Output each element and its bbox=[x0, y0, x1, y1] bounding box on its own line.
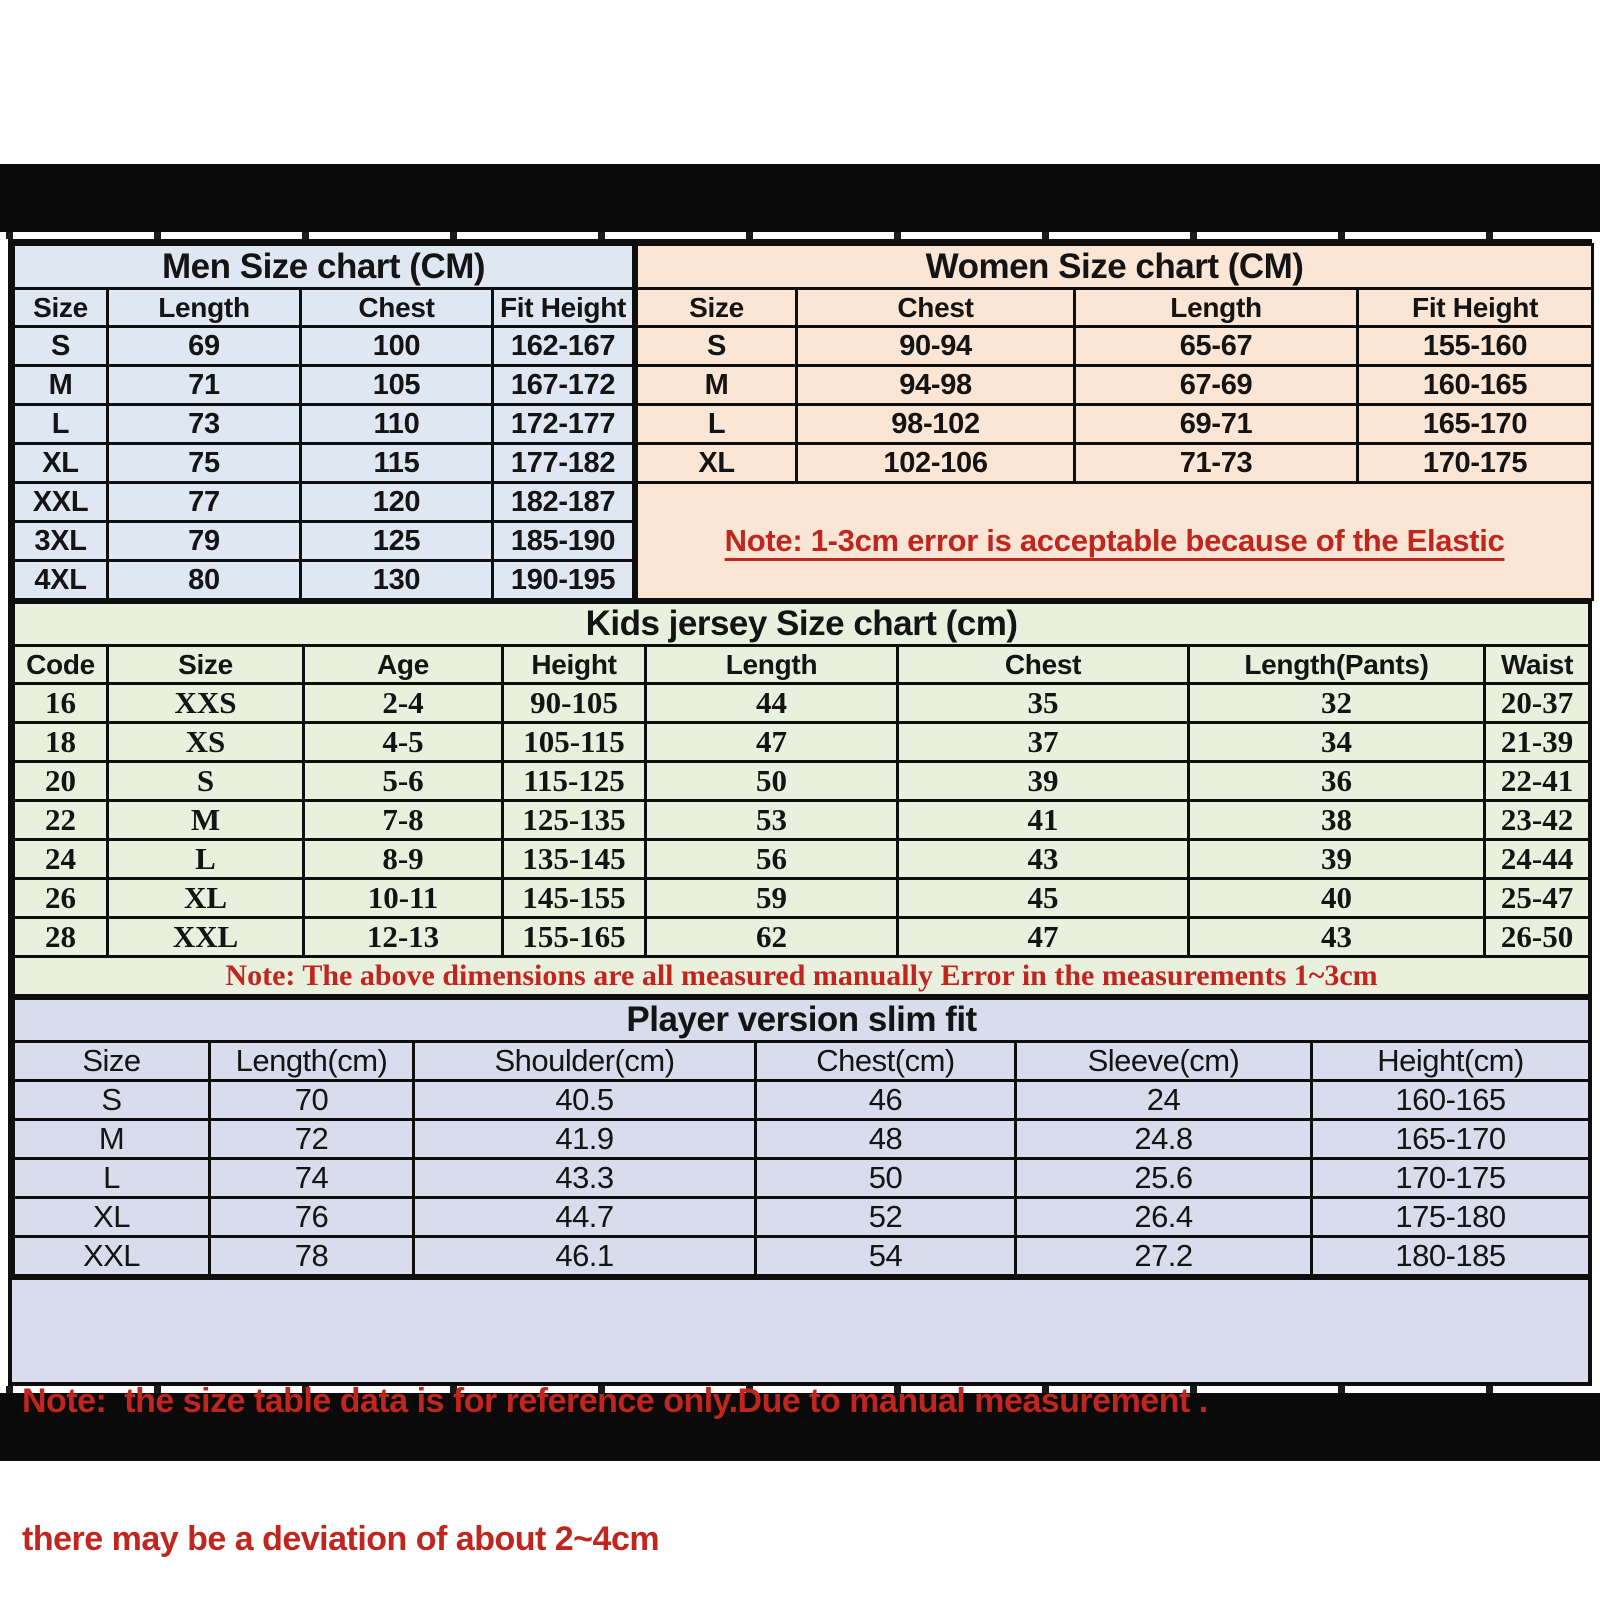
men-cell: 73 bbox=[108, 405, 301, 444]
player-cell: 76 bbox=[210, 1198, 414, 1237]
men-cell: 177-182 bbox=[493, 444, 634, 483]
kids-cell: 28 bbox=[14, 918, 108, 957]
men-cell: 185-190 bbox=[493, 522, 634, 561]
top-tick-strip bbox=[6, 232, 1594, 239]
player-header-row bbox=[14, 1042, 1590, 1081]
women-column-header: Fit Height bbox=[1358, 289, 1593, 327]
player-cell: 170-175 bbox=[1312, 1159, 1590, 1198]
player-cell: 46.1 bbox=[414, 1237, 756, 1276]
kids-column-header: Chest bbox=[898, 646, 1189, 684]
player-cell: 40.5 bbox=[414, 1081, 756, 1120]
player-cell: 24.8 bbox=[1016, 1120, 1312, 1159]
women-cell: 90-94 bbox=[797, 327, 1075, 366]
kids-cell: 59 bbox=[646, 879, 898, 918]
player-column-header: Height(cm) bbox=[1312, 1042, 1590, 1081]
kids-cell: 2-4 bbox=[304, 684, 503, 723]
kids-column-header: Length bbox=[646, 646, 898, 684]
kids-cell: 115-125 bbox=[503, 762, 646, 801]
men-table-row bbox=[14, 483, 634, 522]
kids-cell: 16 bbox=[14, 684, 108, 723]
men-cell: M bbox=[14, 366, 108, 405]
kids-cell: 40 bbox=[1189, 879, 1485, 918]
player-cell: 72 bbox=[210, 1120, 414, 1159]
men-table-row bbox=[14, 444, 634, 483]
men-cell: 110 bbox=[301, 405, 493, 444]
kids-cell: 24-44 bbox=[1485, 840, 1590, 879]
player-column-header: Chest(cm) bbox=[756, 1042, 1016, 1081]
player-cell: 41.9 bbox=[414, 1120, 756, 1159]
kids-cell: 135-145 bbox=[503, 840, 646, 879]
women-table-row bbox=[637, 366, 1593, 405]
kids-cell: M bbox=[108, 801, 304, 840]
men-cell: S bbox=[14, 327, 108, 366]
kids-cell: 12-13 bbox=[304, 918, 503, 957]
player-table-row bbox=[14, 1237, 1590, 1276]
footer-note-line1: Note: the size table data is for reference only.Due to manual measurement . bbox=[22, 1382, 1208, 1420]
kids-cell: 41 bbox=[898, 801, 1189, 840]
kids-table-title: Kids jersey Size chart (cm) bbox=[14, 603, 1590, 646]
women-cell: L bbox=[637, 405, 797, 444]
kids-measurement-note: Note: The above dimensions are all measured manually Error in the measurements 1~3cm bbox=[14, 957, 1590, 996]
kids-cell: 62 bbox=[646, 918, 898, 957]
player-table-title: Player version slim fit bbox=[14, 999, 1590, 1042]
men-cell: XXL bbox=[14, 483, 108, 522]
women-table-row bbox=[637, 327, 1593, 366]
footer-note-line2: there may be a deviation of about 2~4cm bbox=[22, 1520, 660, 1558]
kids-cell: 36 bbox=[1189, 762, 1485, 801]
kids-table-row bbox=[14, 723, 1590, 762]
men-cell: 182-187 bbox=[493, 483, 634, 522]
player-column-header: Shoulder(cm) bbox=[414, 1042, 756, 1081]
kids-cell: 26 bbox=[14, 879, 108, 918]
kids-table-row bbox=[14, 684, 1590, 723]
kids-table-row bbox=[14, 801, 1590, 840]
kids-column-header: Code bbox=[14, 646, 108, 684]
men-cell: 100 bbox=[301, 327, 493, 366]
kids-cell: 34 bbox=[1189, 723, 1485, 762]
kids-table-row bbox=[14, 918, 1590, 957]
men-cell: 69 bbox=[108, 327, 301, 366]
player-table-row bbox=[14, 1159, 1590, 1198]
kids-cell: 21-39 bbox=[1485, 723, 1590, 762]
player-cell: 43.3 bbox=[414, 1159, 756, 1198]
kids-column-header: Size bbox=[108, 646, 304, 684]
kids-cell: 145-155 bbox=[503, 879, 646, 918]
men-column-header: Fit Height bbox=[493, 289, 634, 327]
women-column-header: Size bbox=[637, 289, 797, 327]
kids-cell: 20-37 bbox=[1485, 684, 1590, 723]
men-table-title: Men Size chart (CM) bbox=[14, 245, 634, 289]
player-cell: 25.6 bbox=[1016, 1159, 1312, 1198]
women-table-row bbox=[637, 405, 1593, 444]
women-cell: 155-160 bbox=[1358, 327, 1593, 366]
women-cell: M bbox=[637, 366, 797, 405]
men-cell: L bbox=[14, 405, 108, 444]
player-table-row bbox=[14, 1120, 1590, 1159]
kids-cell: 43 bbox=[1189, 918, 1485, 957]
kids-table-row bbox=[14, 879, 1590, 918]
men-cell: 3XL bbox=[14, 522, 108, 561]
kids-cell: 105-115 bbox=[503, 723, 646, 762]
footer-reference-note bbox=[12, 1277, 1588, 1558]
women-size-table bbox=[635, 243, 1594, 601]
kids-cell: 35 bbox=[898, 684, 1189, 723]
kids-cell: 26-50 bbox=[1485, 918, 1590, 957]
women-cell: 94-98 bbox=[797, 366, 1075, 405]
kids-cell: 22 bbox=[14, 801, 108, 840]
size-chart-sheet bbox=[8, 239, 1592, 1558]
women-cell: 67-69 bbox=[1075, 366, 1358, 405]
men-cell: 75 bbox=[108, 444, 301, 483]
kids-cell: 5-6 bbox=[304, 762, 503, 801]
kids-cell: 45 bbox=[898, 879, 1189, 918]
kids-cell: 25-47 bbox=[1485, 879, 1590, 918]
player-cell: 78 bbox=[210, 1237, 414, 1276]
women-column-header: Length bbox=[1075, 289, 1358, 327]
player-cell: 70 bbox=[210, 1081, 414, 1120]
men-size-table bbox=[12, 243, 635, 601]
men-table-row bbox=[14, 366, 634, 405]
kids-cell: 24 bbox=[14, 840, 108, 879]
kids-table-row bbox=[14, 762, 1590, 801]
player-cell: 46 bbox=[756, 1081, 1016, 1120]
women-cell: 160-165 bbox=[1358, 366, 1593, 405]
women-cell: 69-71 bbox=[1075, 405, 1358, 444]
men-cell: 79 bbox=[108, 522, 301, 561]
men-cell: 71 bbox=[108, 366, 301, 405]
women-cell: 98-102 bbox=[797, 405, 1075, 444]
player-cell: 24 bbox=[1016, 1081, 1312, 1120]
men-cell: 167-172 bbox=[493, 366, 634, 405]
kids-cell: 47 bbox=[898, 918, 1189, 957]
kids-cell: 37 bbox=[898, 723, 1189, 762]
kids-column-header: Age bbox=[304, 646, 503, 684]
kids-cell: 155-165 bbox=[503, 918, 646, 957]
kids-cell: XXL bbox=[108, 918, 304, 957]
player-cell: 160-165 bbox=[1312, 1081, 1590, 1120]
player-cell: 74 bbox=[210, 1159, 414, 1198]
player-cell: 175-180 bbox=[1312, 1198, 1590, 1237]
men-cell: 80 bbox=[108, 561, 301, 600]
top-black-bar bbox=[0, 164, 1600, 232]
kids-cell: 7-8 bbox=[304, 801, 503, 840]
kids-cell: 39 bbox=[898, 762, 1189, 801]
kids-cell: 50 bbox=[646, 762, 898, 801]
kids-column-header: Length(Pants) bbox=[1189, 646, 1485, 684]
player-cell: XL bbox=[14, 1198, 210, 1237]
women-elastic-note: Note: 1-3cm error is acceptable because of the Elastic bbox=[637, 483, 1593, 600]
kids-header-row bbox=[14, 646, 1590, 684]
player-cell: S bbox=[14, 1081, 210, 1120]
player-cell: 48 bbox=[756, 1120, 1016, 1159]
men-column-header: Chest bbox=[301, 289, 493, 327]
player-cell: 54 bbox=[756, 1237, 1016, 1276]
player-table-row bbox=[14, 1198, 1590, 1237]
kids-cell: 90-105 bbox=[503, 684, 646, 723]
men-cell: 120 bbox=[301, 483, 493, 522]
women-header-row bbox=[637, 289, 1593, 327]
men-cell: 77 bbox=[108, 483, 301, 522]
women-cell: S bbox=[637, 327, 797, 366]
kids-cell: 23-42 bbox=[1485, 801, 1590, 840]
kids-cell: 18 bbox=[14, 723, 108, 762]
player-size-table bbox=[12, 997, 1591, 1277]
kids-cell: XXS bbox=[108, 684, 304, 723]
women-cell: 102-106 bbox=[797, 444, 1075, 483]
top-white-area bbox=[0, 0, 1600, 164]
kids-column-header: Height bbox=[503, 646, 646, 684]
kids-column-header: Waist bbox=[1485, 646, 1590, 684]
kids-cell: 10-11 bbox=[304, 879, 503, 918]
men-cell: 172-177 bbox=[493, 405, 634, 444]
kids-cell: 8-9 bbox=[304, 840, 503, 879]
player-column-header: Length(cm) bbox=[210, 1042, 414, 1081]
men-cell: 125 bbox=[301, 522, 493, 561]
kids-cell: 43 bbox=[898, 840, 1189, 879]
kids-cell: 22-41 bbox=[1485, 762, 1590, 801]
men-cell: 130 bbox=[301, 561, 493, 600]
men-table-row bbox=[14, 405, 634, 444]
kids-cell: L bbox=[108, 840, 304, 879]
women-table-row bbox=[637, 444, 1593, 483]
women-cell: 65-67 bbox=[1075, 327, 1358, 366]
women-cell: 170-175 bbox=[1358, 444, 1593, 483]
player-cell: 44.7 bbox=[414, 1198, 756, 1237]
player-table-row bbox=[14, 1081, 1590, 1120]
men-cell: 190-195 bbox=[493, 561, 634, 600]
kids-cell: 56 bbox=[646, 840, 898, 879]
men-column-header: Size bbox=[14, 289, 108, 327]
kids-table-row bbox=[14, 840, 1590, 879]
kids-cell: 44 bbox=[646, 684, 898, 723]
men-women-row bbox=[12, 243, 1588, 601]
kids-cell: 47 bbox=[646, 723, 898, 762]
kids-cell: XS bbox=[108, 723, 304, 762]
men-cell: 115 bbox=[301, 444, 493, 483]
men-cell: XL bbox=[14, 444, 108, 483]
kids-size-table bbox=[12, 601, 1591, 997]
men-header-row bbox=[14, 289, 634, 327]
men-cell: 4XL bbox=[14, 561, 108, 600]
kids-cell: 53 bbox=[646, 801, 898, 840]
kids-cell: S bbox=[108, 762, 304, 801]
men-cell: 162-167 bbox=[493, 327, 634, 366]
player-cell: 50 bbox=[756, 1159, 1016, 1198]
women-cell: 71-73 bbox=[1075, 444, 1358, 483]
player-cell: 52 bbox=[756, 1198, 1016, 1237]
player-cell: 27.2 bbox=[1016, 1237, 1312, 1276]
kids-cell: 32 bbox=[1189, 684, 1485, 723]
women-cell: XL bbox=[637, 444, 797, 483]
player-column-header: Size bbox=[14, 1042, 210, 1081]
player-cell: 165-170 bbox=[1312, 1120, 1590, 1159]
men-table-row bbox=[14, 327, 634, 366]
kids-cell: 125-135 bbox=[503, 801, 646, 840]
women-column-header: Chest bbox=[797, 289, 1075, 327]
kids-cell: 4-5 bbox=[304, 723, 503, 762]
women-table-title: Women Size chart (CM) bbox=[637, 245, 1593, 289]
player-cell: L bbox=[14, 1159, 210, 1198]
men-table-row bbox=[14, 522, 634, 561]
men-cell: 105 bbox=[301, 366, 493, 405]
men-column-header: Length bbox=[108, 289, 301, 327]
kids-cell: 38 bbox=[1189, 801, 1485, 840]
player-column-header: Sleeve(cm) bbox=[1016, 1042, 1312, 1081]
kids-cell: 20 bbox=[14, 762, 108, 801]
player-cell: M bbox=[14, 1120, 210, 1159]
player-cell: XXL bbox=[14, 1237, 210, 1276]
women-cell: 165-170 bbox=[1358, 405, 1593, 444]
men-table-row bbox=[14, 561, 634, 600]
player-cell: 26.4 bbox=[1016, 1198, 1312, 1237]
kids-cell: XL bbox=[108, 879, 304, 918]
kids-cell: 39 bbox=[1189, 840, 1485, 879]
player-cell: 180-185 bbox=[1312, 1237, 1590, 1276]
